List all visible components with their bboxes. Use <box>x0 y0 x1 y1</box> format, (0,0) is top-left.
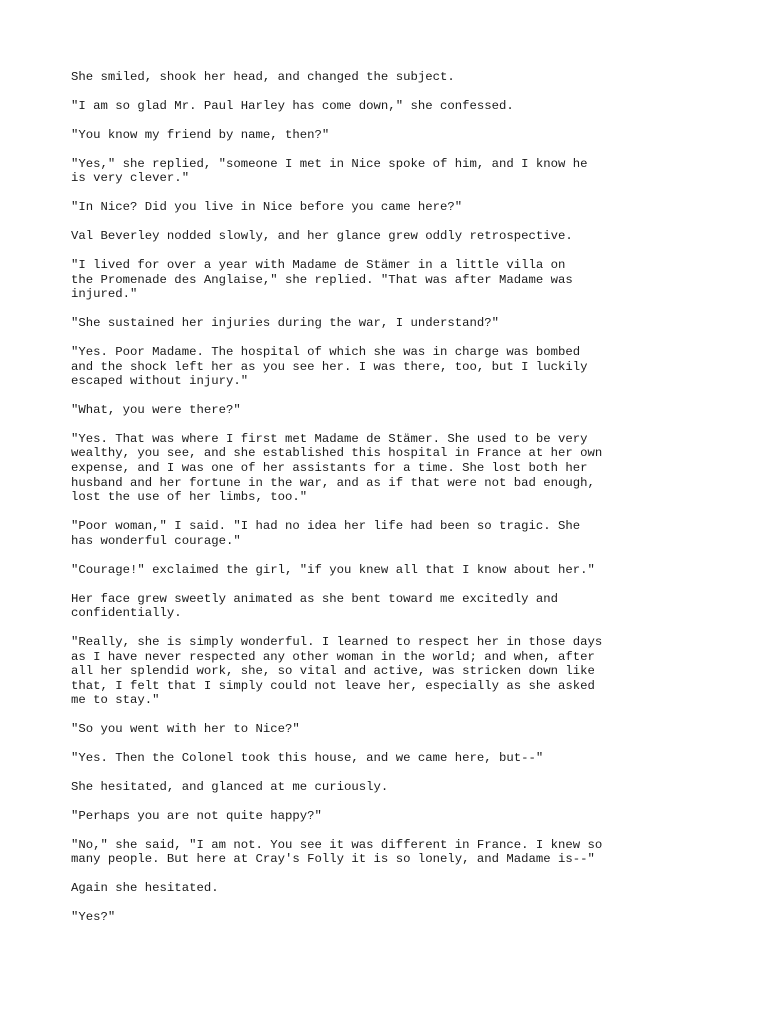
document-page <box>71 70 731 939</box>
paragraph: "Really, she is simply wonderful. I learned to respect her in those days as I have never respected any other woman in the world; and when, after all her splendid work, she, so vital and active, was stricken down like that, I felt that I simply could not leave her, especially as she asked me to stay." <box>71 635 603 708</box>
paragraph: Again she hesitated. <box>71 881 219 896</box>
paragraph: "In Nice? Did you live in Nice before you came here?" <box>71 200 463 215</box>
paragraph: "I lived for over a year with Madame de Stämer in a little villa on the Promenade des Anglaise," she replied. "That was after Madame was injured." <box>71 257 573 302</box>
paragraph: "You know my friend by name, then?" <box>71 127 330 142</box>
paragraph: "So you went with her to Nice?" <box>71 722 300 737</box>
paragraph: "She sustained her injuries during the war, I understand?" <box>71 316 500 331</box>
paragraph: "Yes. Poor Madame. The hospital of which she was in charge was bombed and the shock left her as you see her. I was there, too, but I luckily escaped without injury." <box>71 344 588 389</box>
paragraph: She smiled, shook her head, and changed the subject. <box>71 70 455 84</box>
paragraph: "Yes," she replied, "someone I met in Nice spoke of him, and I know he is very clever." <box>71 156 588 186</box>
paragraph: "Perhaps you are not quite happy?" <box>71 808 322 823</box>
paragraph: "Yes. That was where I first met Madame de Stämer. She used to be very wealthy, you see, and she established this hospital in France at her own expense, and I was one of her assistants for a time. She lost both her husband and her fortune in the war, and as if that were not bad enough, lost the use of her limbs, too." <box>71 431 603 505</box>
paragraph: "Yes?" <box>71 910 116 925</box>
paragraph: "Poor woman," I said. "I had no idea her life had been so tragic. She has wonderful courage." <box>71 519 581 548</box>
paragraph: Val Beverley nodded slowly, and her glance grew oddly retrospective. <box>71 229 573 244</box>
paragraph: She hesitated, and glanced at me curiously. <box>71 780 389 795</box>
paragraph: "Courage!" exclaimed the girl, "if you knew all that I know about her." <box>71 562 595 577</box>
paragraph: "Yes. Then the Colonel took this house, and we came here, but--" <box>71 751 544 766</box>
paragraph: "I am so glad Mr. Paul Harley has come down," she confessed. <box>71 98 514 113</box>
paragraph: "No," she said, "I am not. You see it was different in France. I knew so many people. But here at Cray's Folly it is so lonely, and Madame is--" <box>71 837 603 867</box>
paragraph: "What, you were there?" <box>71 402 241 417</box>
paragraph: Her face grew sweetly animated as she bent toward me excitedly and confidentially. <box>71 591 559 621</box>
